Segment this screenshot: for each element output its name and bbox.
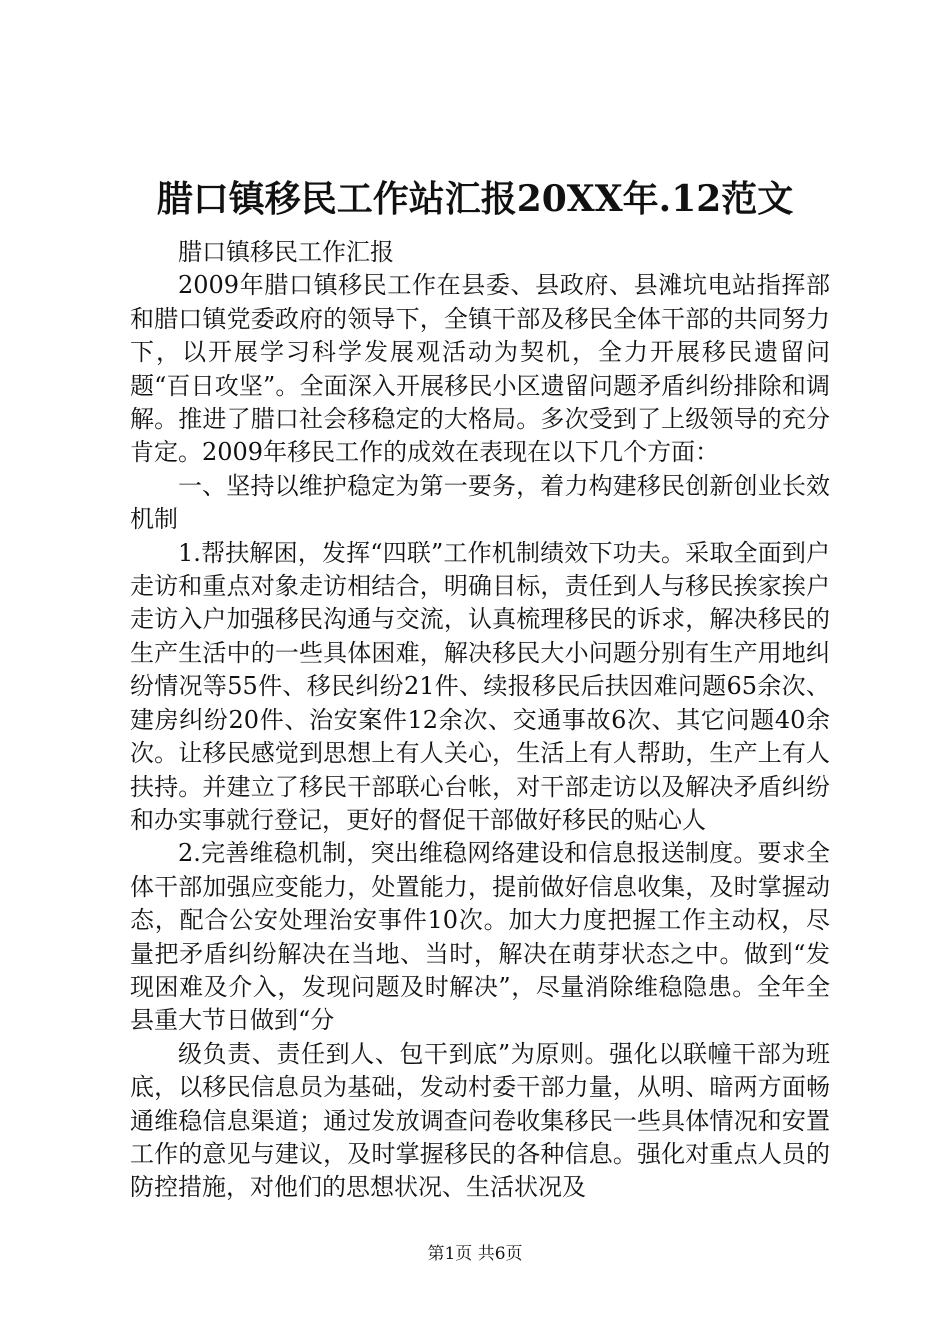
paragraph-item-one: 1.帮扶解困，发挥“四联”工作机制绩效下功夫。采取全面到户走访和重点对象走访相结合，明确目标，责任到人与移民挨家挨户走访入户加强移民沟通与交流，认真梳理移民的诉求，解决移民的生产生活中的一些具体困难，解决移民大小问题分别有生产用地纠纷情况等55件、移民纠纷21件、续报移民后扶因难问题65余次、建房纠纷20件、治安案件12余次、交通事故6次、其它问题40余次。让移民感觉到思想上有人关心，生活上有人帮助，生产上有人扶持。并建立了移民干部联心台帐，对干部走访以及解决矛盾纠纷和办实事就行登记，更好的督促干部做好移民的贴心人 — [130, 538, 830, 834]
paragraph-item-two: 2.完善维稳机制，突出维稳网络建设和信息报送制度。要求全体干部加强应变能力，处置能力，提前做好信息收集，及时掌握动态，配合公安处理治安事件10次。加大力度把握工作主动权，尽量把矛盾纠纷解决在当地、当时，解决在萌芽状态之中。做到“发现困难及介入，发现问题及时解决”，尽量消除维稳隐患。全年全县重大节日做到“分 — [130, 839, 830, 1035]
paragraph-heading: 腊口镇移民工作汇报 — [178, 238, 394, 266]
document-body — [130, 236, 830, 1205]
page-footer: 第1页 共6页 — [427, 1244, 523, 1264]
document-title: 腊口镇移民工作站汇报20XX年.12范文 — [156, 178, 794, 220]
paragraph-intro: 2009年腊口镇移民工作在县委、县政府、县滩坑电站指挥部和腊口镇党委政府的领导下，全镇干部及移民全体干部的共同努力下，以开展学习科学发展观活动为契机，全力开展移民遗留问题“百日攻坚”。全面深入开展移民小区遗留问题矛盾纠纷排除和调解。推进了腊口社会移稳定的大格局。多次受到了上级领导的充分肯定。2009年移民工作的成效在表现在以下几个方面： — [130, 271, 830, 467]
paragraph-continuation: 级负责、责任到人、包干到底”为原则。强化以联幢干部为班底，以移民信息员为基础，发动村委干部力量，从明、暗两方面畅通维稳信息渠道；通过发放调查问卷收集移民一些具体情况和安置工作的意见与建议，及时掌握移民的各种信息。强化对重点人员的防控措施，对他们的思想状况、生活状况及 — [130, 1039, 830, 1202]
paragraph-section-one: 一、坚持以维护稳定为第一要务，着力构建移民创新创业长效机制 — [130, 471, 830, 534]
